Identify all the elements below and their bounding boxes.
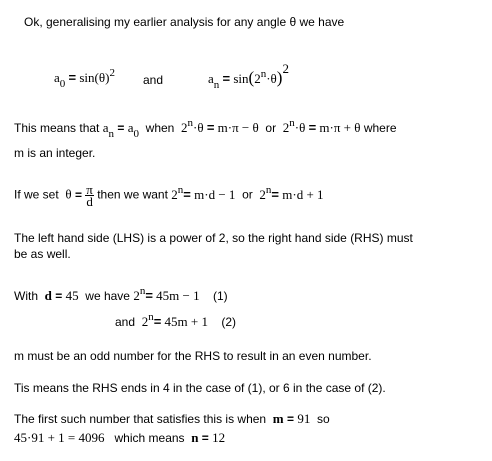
equals-sign: = [271, 186, 280, 202]
equals-sign: = [222, 71, 231, 86]
set-text: If we set [14, 187, 59, 202]
integer-line: m is an integer. [14, 146, 96, 160]
case2-rhs: m·d + 1 [282, 186, 324, 202]
equals-sign: = [183, 186, 191, 202]
a0-sub: 0 [133, 128, 139, 140]
case-2-equation [259, 183, 324, 202]
fraction-denominator: d [86, 194, 93, 209]
case-1-equation [171, 183, 236, 202]
c1-theta: ·θ [193, 120, 204, 135]
we-have-text: we have [85, 289, 130, 303]
case1-rhs: m·d − 1 [194, 186, 236, 202]
case2-exp: n [265, 183, 272, 196]
case1-exp: n [177, 183, 184, 196]
odd-line: m must be an odd number for the RHS to result in an even number. [14, 349, 372, 363]
exponent-n: n [260, 68, 267, 80]
a0-term [127, 120, 139, 140]
equals-sign: = [145, 288, 153, 303]
an-letter: a [102, 120, 109, 135]
a0-symbol: a [54, 70, 60, 85]
an-term [102, 120, 114, 140]
means-line [14, 117, 397, 140]
which-means-text: which means [114, 431, 185, 445]
a0-subscript: 0 [59, 78, 66, 90]
a0-definition [54, 67, 115, 90]
c2-base: 2 [282, 120, 290, 135]
pi-over-d-fraction [85, 184, 94, 207]
m-symbol: m [272, 411, 284, 426]
m-value: 91 [297, 411, 311, 426]
equals-sign: = [153, 314, 162, 329]
so-text: so [317, 412, 330, 426]
eq1-rhs: 45m − 1 [156, 288, 200, 303]
an-definition [208, 61, 289, 91]
an-subscript: n [213, 79, 220, 91]
tag-1: (1) [212, 289, 228, 303]
eq2-rhs: 45m + 1 [164, 314, 208, 329]
tis-line: Tis means the RHS ends in 4 in the case of (1), or 6 in the case of (2). [14, 381, 386, 395]
final-line [14, 430, 225, 446]
means-text: This means that [14, 121, 100, 135]
set-line [14, 184, 324, 207]
or-text: or [265, 121, 277, 135]
a0-rhs: sin(θ) [79, 70, 110, 85]
equals-sign: = [68, 70, 77, 85]
case2-base: 2 [259, 186, 266, 202]
equals-sign: = [308, 120, 317, 135]
a0-exponent: 2 [109, 67, 115, 79]
theta-term: ·θ [266, 71, 277, 86]
with-text: With [14, 289, 38, 303]
tag-2: (2) [221, 315, 237, 329]
and-equation-line [115, 311, 237, 331]
base-two: 2 [254, 71, 261, 86]
n-value: 12 [212, 430, 226, 445]
eq1-exp: n [139, 285, 146, 297]
eq1-base: 2 [133, 288, 140, 303]
equation-1 [133, 285, 200, 303]
where-text: where [363, 121, 397, 135]
a0-letter: a [127, 120, 134, 135]
equals-sign: = [117, 121, 125, 135]
equals-sign: = [206, 120, 215, 135]
sin-function: sin [233, 71, 249, 86]
eq2-base: 2 [141, 314, 149, 329]
an-sub: n [108, 128, 114, 140]
lhs-rhs-line-1: The left hand side (LHS) is a power of 2, so the right hand side (RHS) must [14, 231, 413, 245]
lhs-rhs-line-2: be as well. [14, 247, 71, 261]
n-symbol: n [191, 430, 199, 445]
first-line [14, 411, 330, 427]
equals-sign: = [286, 412, 294, 426]
c2-rhs: m·π + θ [319, 120, 361, 135]
an-symbol: a [208, 71, 214, 86]
d-symbol: d [44, 288, 52, 303]
intro-line: Ok, generalising my earlier analysis for any angle θ we have [24, 15, 345, 29]
close-paren: ) [276, 68, 283, 87]
theta-symbol: θ [65, 186, 72, 202]
condition-1 [181, 117, 259, 135]
first-text: The first such number that satisfies this is when [14, 412, 267, 426]
an-exponent: 2 [282, 61, 289, 76]
condition-2 [282, 117, 361, 135]
equals-sign: = [74, 187, 82, 202]
c2-theta: ·θ [294, 120, 306, 135]
c1-base: 2 [181, 120, 188, 135]
and-text: and [115, 315, 136, 329]
d-value: 45 [65, 288, 79, 303]
or-text: or [242, 187, 253, 202]
fraction-numerator: π [86, 182, 93, 197]
eq2-exp: n [148, 311, 154, 323]
open-paren: ( [248, 68, 255, 87]
when-text: when [145, 121, 175, 135]
equals-sign: = [201, 431, 209, 445]
then-text: then we want [97, 187, 168, 202]
with-line [14, 285, 228, 305]
c2-exp: n [289, 117, 295, 129]
final-calculation: 45·91 + 1 = 4096 [14, 430, 105, 445]
equation-2 [141, 311, 208, 329]
case1-base: 2 [171, 186, 178, 202]
c1-rhs: m·π − θ [217, 120, 259, 135]
c1-exp: n [187, 117, 194, 129]
and-word: and [143, 73, 164, 87]
equals-sign: = [55, 289, 63, 303]
